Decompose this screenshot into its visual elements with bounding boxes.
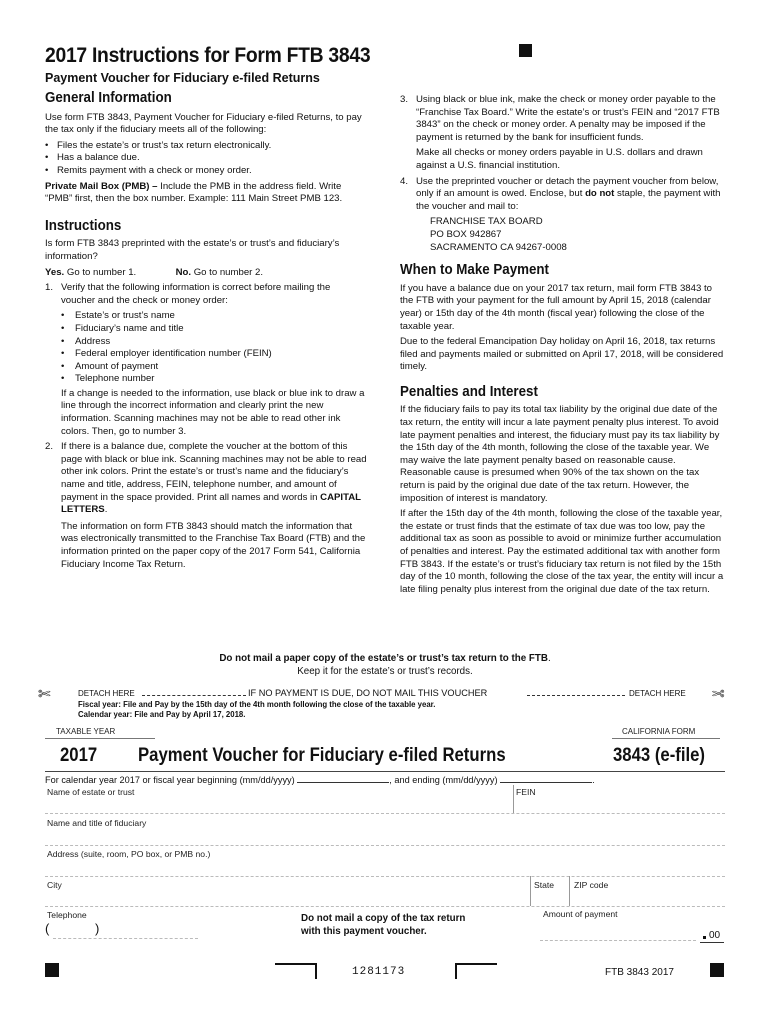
detach-left: DETACH HERE <box>78 689 135 698</box>
fiduciary-label: Name and title of fiduciary <box>47 818 147 828</box>
rule <box>700 942 724 943</box>
mailing-notice <box>45 652 725 678</box>
amount-field[interactable] <box>540 921 700 941</box>
scissors-icon: ✄ <box>712 686 725 703</box>
field-rule <box>45 906 725 907</box>
divider <box>569 876 570 906</box>
verify-bullet: • Amount of payment <box>45 361 367 374</box>
paren-open: ( <box>45 921 50 936</box>
registration-mark <box>455 963 497 965</box>
general-paragraph: Use form FTB 3843, Payment Voucher for Fiduciary e-filed Returns, to pay the tax only if the fiduciary meets all of the following: <box>45 111 362 136</box>
yes-text: Go to number 1. <box>64 266 137 278</box>
detach-dash <box>142 695 246 696</box>
no-text: Go to number 2. <box>191 266 264 278</box>
amount-label: Amount of payment <box>543 909 618 919</box>
field-rule <box>45 845 725 846</box>
verify-bullet: • Federal employer identification number (FEIN) <box>45 348 367 361</box>
general-bullet: • Remits payment with a check or money order. <box>45 165 367 178</box>
registration-mark <box>275 963 317 965</box>
general-bullet: • Has a balance due. <box>45 152 367 165</box>
telephone-label: Telephone <box>47 910 87 920</box>
amount-cents: 00 <box>709 930 721 941</box>
capital-letters: CAPITAL LETTERS <box>61 491 361 516</box>
field-rule <box>53 938 198 939</box>
no-mail-line1: Do not mail a copy of the tax return <box>301 913 466 924</box>
registration-mark <box>315 963 317 979</box>
estate-name-field[interactable] <box>45 798 511 812</box>
calendar-year-line <box>45 773 595 785</box>
item-number: 4. <box>400 175 409 187</box>
voucher-title: Payment Voucher for Fiduciary e-filed Returns <box>138 745 506 766</box>
detach-right: DETACH HERE <box>629 689 686 698</box>
end-date-field[interactable] <box>500 773 592 783</box>
city-field[interactable] <box>45 892 528 906</box>
divider <box>530 876 531 906</box>
detach-middle: IF NO PAYMENT IS DUE, DO NOT MAIL THIS VOUCHER <box>248 688 488 698</box>
address-line: FRANCHISE TAX BOARD <box>430 216 543 228</box>
state-field[interactable] <box>532 892 567 906</box>
item1-after: If a change is needed to the information, use black or blue ink to draw a line through the incorrect information and clearly print the new information. Scanning machines may not be able to read other ink colors. Then, go to number 3. <box>61 387 365 437</box>
verify-bullet: • Telephone number <box>45 373 367 386</box>
item-number: 3. <box>400 94 409 105</box>
registration-mark <box>519 44 532 57</box>
notice-line2: Keep it for the estate’s or trust’s records. <box>297 666 473 677</box>
page-subtitle: Payment Voucher for Fiduciary e-filed Returns <box>45 71 320 85</box>
calendar-line-end: . <box>592 775 595 785</box>
mailing-address <box>400 216 725 254</box>
voucher-form-id: 3843 (e-file) <box>613 745 706 766</box>
taxable-year-label: TAXABLE YEAR <box>56 727 116 736</box>
notice-end: . <box>547 653 551 664</box>
general-bullet: • Files the estate’s or trust’s tax return electronically. <box>45 140 367 153</box>
due-dates <box>78 700 435 720</box>
pmb-bold: Private Mail Box (PMB) – <box>45 180 158 192</box>
zip-field[interactable] <box>571 892 724 906</box>
registration-mark <box>455 963 457 979</box>
paren-close: ) <box>95 921 100 936</box>
do-not-bold: do not <box>585 188 615 200</box>
calendar-line-b: , and ending (mm/dd/yyyy) <box>389 775 501 785</box>
item-text: Verify that the following information is correct before mailing the voucher and the check or money order: <box>61 282 331 306</box>
item-text: Use the preprinted voucher or detach the payment voucher from below, only if an amount is owed. Enclose, but <box>416 175 719 200</box>
voucher-year: 2017 <box>60 745 98 766</box>
rule <box>45 738 155 739</box>
rule <box>45 771 725 772</box>
general-information-heading: General Information <box>45 90 172 106</box>
field-rule <box>45 813 725 814</box>
address-label: Address (suite, room, PO box, or PMB no.) <box>47 849 211 859</box>
item-number: 2. <box>45 441 54 453</box>
fiduciary-field[interactable] <box>45 830 725 844</box>
begin-date-field[interactable] <box>297 773 389 783</box>
yes-no-line <box>45 267 367 280</box>
verify-bullet: • Estate’s or trust’s name <box>45 310 367 323</box>
telephone-field[interactable] <box>45 921 195 939</box>
fein-field[interactable] <box>516 798 724 812</box>
item3-after: Make all checks or money orders payable in U.S. dollars and drawn against a U.S. financial institution. <box>416 147 703 171</box>
notice-bold: Do not mail a paper copy of the estate’s or trust’s tax return to the FTB <box>219 653 548 664</box>
rule <box>612 738 720 739</box>
no-mail-notice <box>301 912 465 938</box>
yes-bold: Yes. <box>45 266 65 278</box>
fiscal-due: Fiscal year: File and Pay by the 15th day of the 4th month following the close of the taxable year. <box>78 700 436 709</box>
california-form-label: CALIFORNIA FORM <box>622 727 696 736</box>
penalties-paragraph-2: If after the 15th day of the 4th month, following the close of the taxable year, the estate or trust finds that the estimate of tax due was too low, pay the additional tax as soon as possible to avoid or minimize further accumulation of penalties and interest. Pay the estimated additional tax with another form FTB 3843. If the estate’s or trust’s fiduciary tax return is not filed by the 15th day of the 10 month, following the close of the tax year, the entity will incur a late filing penalty plus interest from the original due date of the tax return. <box>400 508 724 595</box>
instructions-question: Is form FTB 3843 preprinted with the estate’s or trust’s and fiduciary’s information? <box>45 238 340 262</box>
detach-dash <box>527 695 625 696</box>
estate-name-label: Name of estate or trust <box>47 787 135 797</box>
address-field[interactable] <box>45 861 725 875</box>
address-line: SACRAMENTO CA 94267-0008 <box>430 241 567 253</box>
city-label: City <box>47 880 62 890</box>
instruction-item-3 <box>400 94 725 144</box>
calendar-line-a: For calendar year 2017 or fiscal year beginning (mm/dd/yyyy) <box>45 775 298 785</box>
scissors-icon: ✄ <box>38 686 51 703</box>
right-column <box>400 94 725 599</box>
instruction-item-1 <box>45 282 367 307</box>
item-text: If there is a balance due, complete the voucher at the bottom of this page with black or blue ink. Scanning machines may not be able to read other ink colors. Print the estate’s or trust’s name and the fiduciary’s name and title, address, FEIN, telephone number, and amount of payment in the space provided. Print all names and words in <box>61 441 367 503</box>
zip-label: ZIP code <box>574 880 609 890</box>
page-title: 2017 Instructions for Form FTB 3843 <box>45 44 371 67</box>
penalties-paragraph-1: If the fiduciary fails to pay its total tax liability by the original due date of the tax return, the entity will incur a late payment penalty plus interest. To avoid late payment penalties and interest, the fiduciary must pay its tax liability by the 15th day of the 4th month, following the close of the taxable year. We may waive the late payment penalty based on reasonable cause. Reasonable cause is presumed when 90% of the tax shown on the tax return is paid by the original due date of the tax return. However, the imposition of interest is mandatory. <box>400 404 720 504</box>
verify-bullet: • Address <box>45 336 367 349</box>
item-end: . <box>104 504 108 516</box>
penalties-heading: Penalties and Interest <box>400 383 538 400</box>
registration-mark <box>45 963 59 977</box>
calendar-due: Calendar year: File and Pay by April 17, 2018. <box>78 710 246 719</box>
barcode-number: 1281173 <box>352 966 406 978</box>
field-rule <box>540 940 696 941</box>
when-paragraph-2: Due to the federal Emancipation Day holiday on April 16, 2018, tax returns filed and payments mailed or submitted on April 17, 2018, will be considered timely. <box>400 336 724 373</box>
item-end: staple, the payment with the voucher and mail to: <box>416 188 721 212</box>
address-line: PO BOX 942867 <box>430 228 502 240</box>
instruction-item-2 <box>45 441 367 517</box>
state-label: State <box>534 880 555 890</box>
divider <box>513 785 514 813</box>
when-paragraph-1: If you have a balance due on your 2017 tax return, mail form FTB 3843 to the FTB with your payment for the full amount by April 15, 2018 (calendar year) or 15th day of the 4th month (fiscal year) following the close of the taxable year. <box>400 282 712 332</box>
when-to-make-payment-heading: When to Make Payment <box>400 262 549 279</box>
left-column <box>45 92 367 574</box>
instructions-heading: Instructions <box>45 217 122 234</box>
field-rule <box>45 876 725 877</box>
verify-bullet: • Fiduciary’s name and title <box>45 323 367 336</box>
decimal-point <box>703 936 706 939</box>
instruction-item-4 <box>400 176 725 214</box>
item2-after: The information on form FTB 3843 should match the information that was electronically transmitted to the Franchise Tax Board (FTB) and the information printed on the paper copy of the 2017 Form 541, California Fiduciary Income Tax Return. <box>61 520 366 570</box>
no-mail-line2: with this payment voucher. <box>301 926 427 937</box>
pmb-paragraph <box>45 181 367 206</box>
no-bold: No. <box>175 266 192 278</box>
pmb-text: Include the PMB in the address field. Write “PMB” first, then the box number. Example: 111 Main Street PMB 123. <box>45 180 343 205</box>
fein-label: FEIN <box>516 787 536 797</box>
footer-form-id: FTB 3843 2017 <box>605 967 674 978</box>
registration-mark <box>710 963 724 977</box>
item-text: Using black or blue ink, make the check or money order payable to the “Franchise Tax Board.” Write the estate’s or trust’s FEIN and “2017 FTB 3843” on the check or money order. A penalty may be imposed if the payment is returned by the bank for insufficient funds. <box>416 94 720 143</box>
item-number: 1. <box>45 282 54 294</box>
